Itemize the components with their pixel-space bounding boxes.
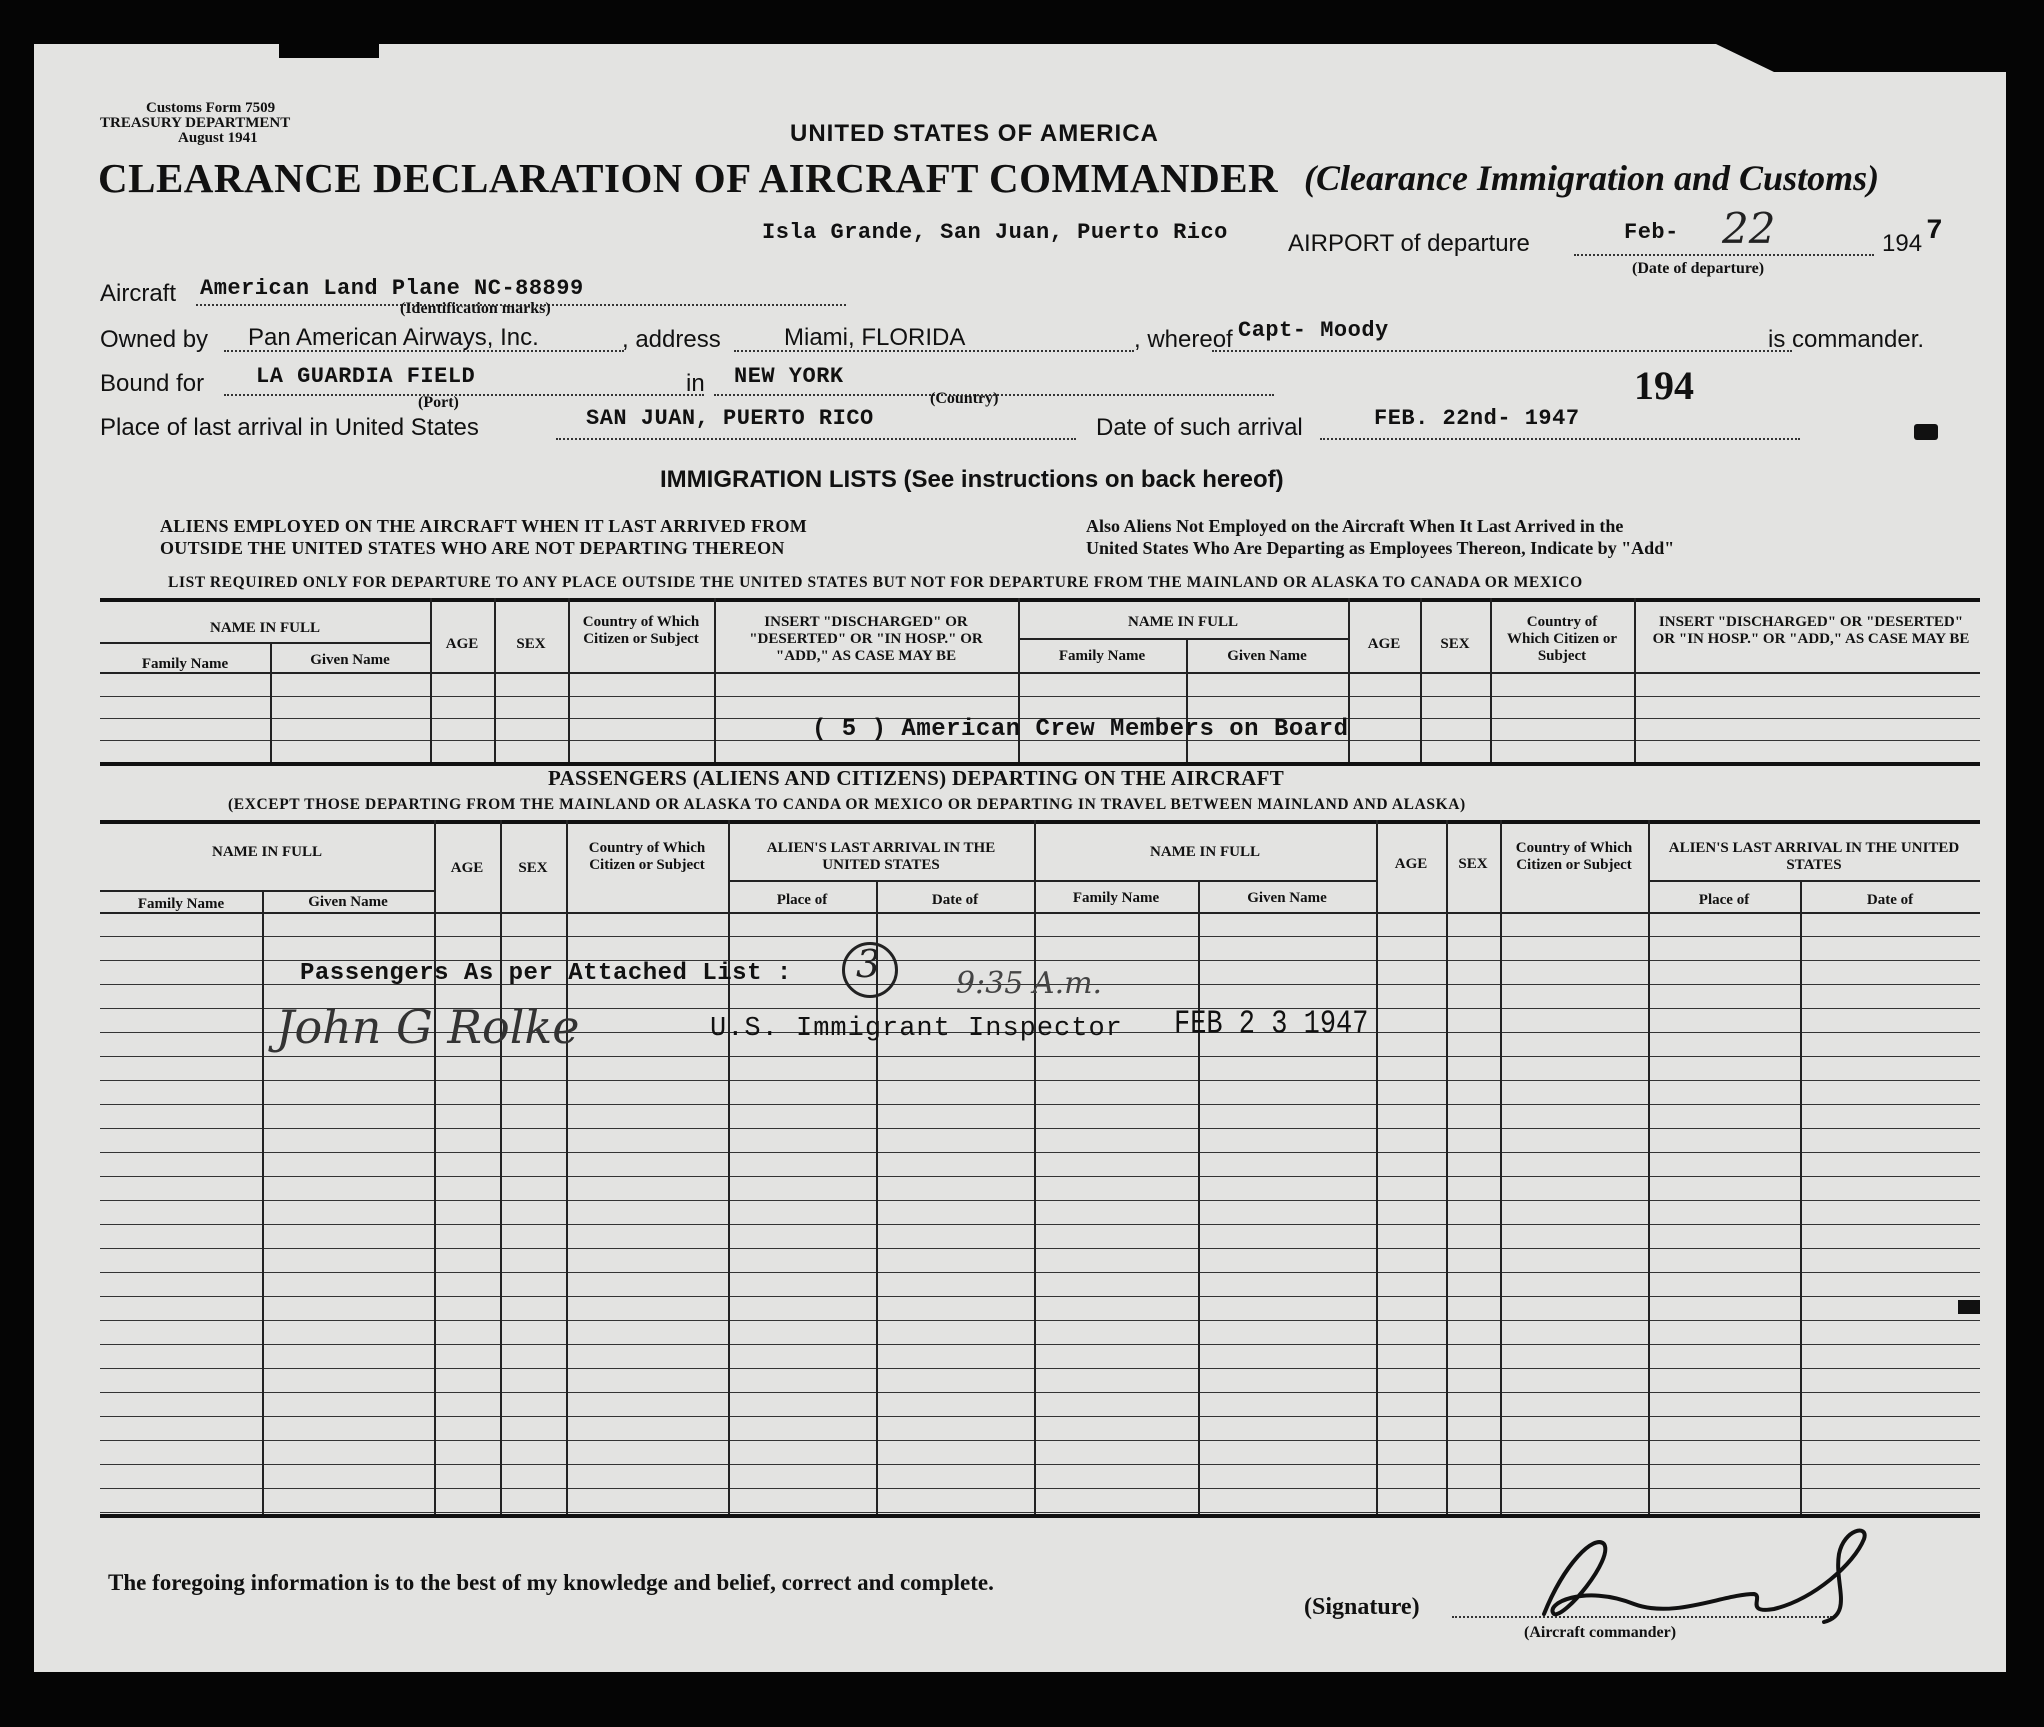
passenger-entry: Passengers As per Attached List : bbox=[300, 960, 792, 987]
pax-col bbox=[1034, 820, 1036, 1514]
pax-row-line bbox=[100, 1464, 1980, 1465]
pax-row-line bbox=[100, 1056, 1980, 1057]
inspector-signature: John G Rolke bbox=[276, 1000, 580, 1054]
passengers-heading: PASSENGERS (ALIENS AND CITIZENS) DEPARTING ON THE AIRCRAFT bbox=[548, 766, 1285, 790]
port-line bbox=[224, 394, 704, 396]
crew-table-top bbox=[100, 598, 1980, 602]
crew-col-given: Given Name bbox=[310, 652, 390, 668]
crew-col-insert: INSERT "DISCHARGED" OR "DESERTED" OR "IN HOSP." OR "ADD," AS CASE MAY BE bbox=[749, 614, 983, 664]
pax-row-line bbox=[100, 1440, 1980, 1441]
crew-col bbox=[1634, 598, 1636, 762]
crew-col-given-right: Given Name bbox=[1227, 648, 1307, 664]
crew-col-country-right: Country of Which Citizen or Subject bbox=[1507, 614, 1617, 664]
crew-col-name: NAME IN FULL bbox=[209, 620, 320, 636]
pax-row-line bbox=[100, 1080, 1980, 1081]
pax-col bbox=[1198, 880, 1200, 1514]
time-note: 9:35 A.m. bbox=[956, 966, 1103, 1001]
crew-col bbox=[1420, 598, 1422, 762]
pax-col bbox=[566, 820, 568, 1514]
pax-row-line bbox=[100, 1320, 1980, 1321]
department: TREASURY DEPARTMENT bbox=[100, 115, 291, 131]
torn-edge bbox=[279, 44, 379, 58]
pax-row-line bbox=[100, 1128, 1980, 1129]
address-value: Miami, FLORIDA bbox=[784, 324, 966, 351]
pax-col-sex-right: SEX bbox=[1458, 856, 1488, 872]
crew-col-age: AGE bbox=[445, 636, 479, 652]
passenger-count: 3 bbox=[856, 942, 881, 986]
pax-col-last-arrival: ALIEN'S LAST ARRIVAL IN THE UNITED STATES bbox=[766, 840, 996, 873]
pax-row-line bbox=[100, 1224, 1980, 1225]
pax-header-bottom bbox=[100, 912, 1980, 914]
right-note-1: Also Aliens Not Employed on the Aircraft When It Last Arrived in the bbox=[1086, 516, 1624, 536]
pax-col bbox=[500, 820, 502, 1514]
left-note-2: OUTSIDE THE UNITED STATES WHO ARE NOT DEPARTING THEREON bbox=[160, 538, 785, 558]
pax-row-line bbox=[100, 1152, 1980, 1153]
pax-col-date-right: Date of bbox=[1866, 892, 1914, 908]
document-page bbox=[34, 44, 2006, 1672]
pax-col-given: Given Name bbox=[308, 894, 388, 910]
country-value: NEW YORK bbox=[734, 364, 844, 389]
pax-col-last-arrival-right: ALIEN'S LAST ARRIVAL IN THE UNITED STATES bbox=[1668, 840, 1960, 873]
form-title-paren: (Clearance Immigration and Customs) bbox=[1304, 158, 1880, 198]
crew-col-name-right: NAME IN FULL bbox=[1127, 614, 1238, 630]
pax-row-line bbox=[100, 1248, 1980, 1249]
pax-table-bottom bbox=[100, 1514, 1980, 1518]
crew-row-line bbox=[100, 696, 1980, 697]
crew-col-sex-right: SEX bbox=[1440, 636, 1470, 652]
crew-col bbox=[494, 598, 496, 762]
crew-col-country: Country of Which Citizen or Subject bbox=[582, 614, 700, 647]
pax-row-line bbox=[100, 936, 1980, 937]
departure-date-prefix: Feb- bbox=[1624, 220, 1679, 245]
pax-row-line bbox=[100, 1512, 1980, 1513]
pax-row-line bbox=[100, 1104, 1980, 1105]
pax-row-line bbox=[100, 1176, 1980, 1177]
pax-header-split-name bbox=[1034, 880, 1376, 882]
arrival-date-line bbox=[1320, 438, 1800, 440]
signature-caption: (Aircraft commander) bbox=[1524, 1624, 1677, 1641]
whereof-label: , whereof bbox=[1134, 326, 1233, 353]
form-date: August 1941 bbox=[178, 130, 258, 146]
pax-col bbox=[1500, 820, 1502, 1514]
departure-year-suffix: 7 bbox=[1926, 216, 1944, 247]
pax-col-age: AGE bbox=[450, 860, 484, 876]
immigration-heading: IMMIGRATION LISTS (See instructions on back hereof) bbox=[660, 466, 1284, 493]
pax-col-family: Family Name bbox=[137, 896, 225, 912]
departure-date-line bbox=[1574, 254, 1874, 256]
airport-value: Isla Grande, San Juan, Puerto Rico bbox=[762, 220, 1228, 245]
pax-col-date: Date of bbox=[931, 892, 979, 908]
pax-col bbox=[434, 820, 436, 1514]
aircraft-value: American Land Plane NC-88899 bbox=[200, 276, 584, 301]
pax-col-name: NAME IN FULL bbox=[211, 844, 322, 860]
airport-label: AIRPORT of departure bbox=[1288, 230, 1530, 257]
owner-value: Pan American Airways, Inc. bbox=[248, 324, 539, 351]
signature-label: (Signature) bbox=[1304, 1594, 1420, 1620]
bound-label: Bound for bbox=[100, 370, 205, 397]
required-note: LIST REQUIRED ONLY FOR DEPARTURE TO ANY PLACE OUTSIDE THE UNITED STATES BUT NOT FOR DEPARTURE FROM THE MAINLAND OR ALASKA TO CANADA OR MEXICO bbox=[168, 574, 1583, 591]
crew-col-family-right: Family Name bbox=[1058, 648, 1146, 664]
pax-col bbox=[262, 890, 264, 1514]
form-title: CLEARANCE DECLARATION OF AIRCRAFT COMMANDER bbox=[98, 155, 1279, 201]
last-arrival-value: SAN JUAN, PUERTO RICO bbox=[586, 406, 874, 431]
stamp-number: 194 bbox=[1634, 363, 1694, 408]
crew-header-split-left bbox=[100, 642, 430, 644]
departure-date-caption: (Date of departure) bbox=[1632, 260, 1765, 277]
edge-mark bbox=[1914, 424, 1938, 440]
footer-statement: The foregoing information is to the best of my knowledge and belief, correct and complete. bbox=[108, 1570, 994, 1595]
pax-row-line bbox=[100, 1296, 1980, 1297]
pax-col bbox=[728, 820, 730, 1514]
pax-row-line bbox=[100, 1272, 1980, 1273]
crew-col-family: Family Name bbox=[141, 656, 229, 672]
crew-header-split-right bbox=[1018, 638, 1348, 640]
departure-date-day: 22 bbox=[1722, 204, 1776, 253]
pax-col-country: Country of Which Citizen or Subject bbox=[588, 840, 706, 873]
pax-row-line bbox=[100, 1368, 1980, 1369]
port-value: LA GUARDIA FIELD bbox=[256, 364, 476, 389]
crew-col bbox=[430, 598, 432, 762]
pax-col-place: Place of bbox=[776, 892, 828, 908]
last-arrival-label: Place of last arrival in United States bbox=[100, 414, 479, 441]
owner-label: Owned by bbox=[100, 326, 209, 353]
pax-col-family-right: Family Name bbox=[1072, 890, 1160, 906]
departure-year-prefix: 194 bbox=[1882, 230, 1923, 257]
arrival-date-value: FEB. 22nd- 1947 bbox=[1374, 406, 1580, 431]
crew-col bbox=[714, 598, 716, 762]
edge-mark bbox=[1958, 1300, 1980, 1314]
pax-col-place-right: Place of bbox=[1698, 892, 1750, 908]
commander-value: Capt- Moody bbox=[1238, 318, 1389, 343]
right-note-2: United States Who Are Departing as Employees Thereon, Indicate by "Add" bbox=[1086, 538, 1675, 558]
pax-row-line bbox=[100, 1344, 1980, 1345]
crew-entry: ( 5 ) American Crew Members on Board bbox=[812, 716, 1349, 743]
in-label: in bbox=[686, 370, 705, 397]
arrival-date-label: Date of such arrival bbox=[1096, 414, 1303, 441]
stamp-date: FEB 2 3 1947 bbox=[1174, 1006, 1369, 1044]
pax-row-line bbox=[100, 1200, 1980, 1201]
pax-col bbox=[1800, 880, 1802, 1514]
left-note-1: ALIENS EMPLOYED ON THE AIRCRAFT WHEN IT LAST ARRIVED FROM bbox=[160, 516, 808, 536]
crew-col-insert-right: INSERT "DISCHARGED" OR "DESERTED" OR "IN HOSP." OR "ADD," AS CASE MAY BE bbox=[1652, 614, 1970, 647]
pax-row-line bbox=[100, 1416, 1980, 1417]
crew-col bbox=[1490, 598, 1492, 762]
crew-col bbox=[568, 598, 570, 762]
pax-col-given-right: Given Name bbox=[1247, 890, 1327, 906]
commander-signature-mark bbox=[1524, 1524, 1884, 1634]
port-caption: (Port) bbox=[418, 394, 459, 411]
pax-row-line bbox=[100, 1488, 1980, 1489]
pax-col-country-right: Country of Which Citizen or Subject bbox=[1515, 840, 1633, 873]
commander-line bbox=[1212, 350, 1792, 352]
form-number: Customs Form 7509 bbox=[146, 100, 276, 116]
pax-col-sex: SEX bbox=[518, 860, 548, 876]
last-arrival-line bbox=[556, 438, 1076, 440]
country-heading: UNITED STATES OF AMERICA bbox=[790, 120, 1159, 147]
pax-col-name-right: NAME IN FULL bbox=[1149, 844, 1260, 860]
torn-edge bbox=[1716, 44, 2006, 72]
pax-col-age-right: AGE bbox=[1394, 856, 1428, 872]
pax-row-line bbox=[100, 1392, 1980, 1393]
pax-table-top bbox=[100, 820, 1980, 824]
commander-label: is commander. bbox=[1768, 326, 1925, 353]
pax-header-split-arrival bbox=[728, 880, 1034, 882]
address-label: , address bbox=[622, 326, 721, 353]
pax-col bbox=[1648, 820, 1650, 1514]
pax-col bbox=[1376, 820, 1378, 1514]
crew-col-sex: SEX bbox=[516, 636, 546, 652]
inspector-title: U.S. Immigrant Inspector bbox=[710, 1014, 1123, 1044]
crew-col-age-right: AGE bbox=[1367, 636, 1401, 652]
pax-header-split-left bbox=[100, 890, 434, 892]
crew-header-bottom bbox=[100, 672, 1980, 674]
country-caption: (Country) bbox=[930, 390, 999, 407]
aircraft-label: Aircraft bbox=[100, 280, 177, 307]
passengers-subheading: (EXCEPT THOSE DEPARTING FROM THE MAINLAND OR ALASKA TO CANDA OR MEXICO OR DEPARTING IN TRAVEL BETWEEN MAINLAND AND ALASKA) bbox=[228, 796, 1466, 813]
aircraft-caption: (Identification marks) bbox=[400, 300, 551, 317]
pax-header-split-arrival-right bbox=[1648, 880, 1980, 882]
pax-col bbox=[1446, 820, 1448, 1514]
